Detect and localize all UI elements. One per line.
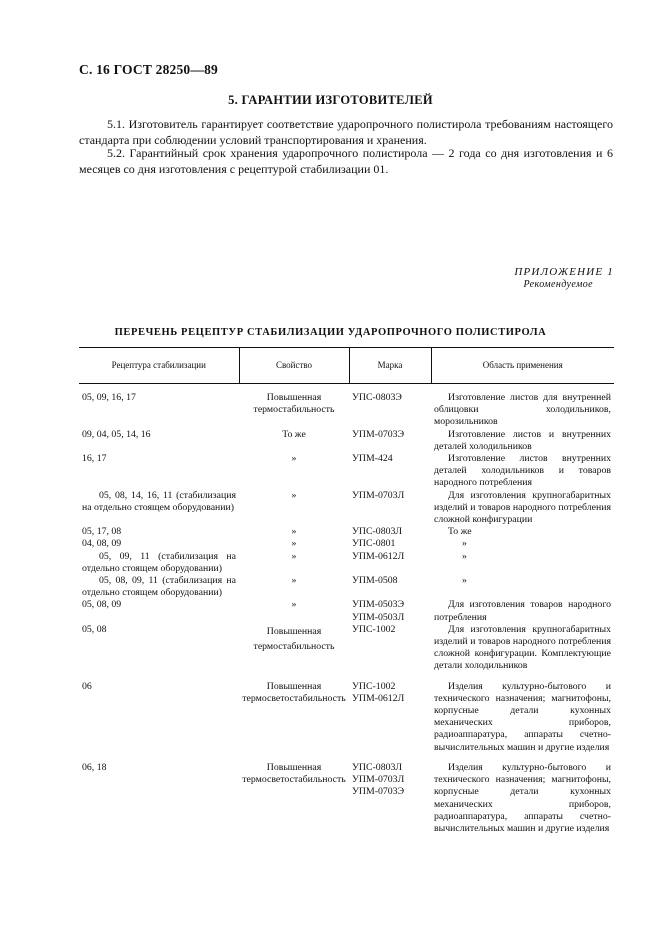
area-text: Изделия культурно-бытового и технического назначения; магнитофоны, корпусные детали кухонных механических приборов, радиоаппаратура, аппараты счетно-вычислительных машин и другие изделия	[434, 761, 611, 834]
grade-cell: УПС-1002	[352, 623, 396, 635]
area-text: Изделия культурно-бытового и технического назначения; магнитофоны, корпусные детали кухонных механических приборов, радиоаппаратура, аппараты счетно-вычислительных машин и другие изделия	[434, 680, 611, 753]
table-row	[79, 453, 614, 490]
area-text: Изготовление листов и внутренних деталей холодильников	[434, 428, 611, 452]
grade-cell: УПМ-0703Л	[352, 489, 405, 501]
grade-cell	[349, 754, 431, 835]
header-grade: Марка	[349, 348, 431, 384]
area-cell	[431, 754, 614, 835]
grade-cell: УПС-0801	[352, 538, 396, 550]
property-cell: То же	[282, 428, 306, 440]
recipe-cell: 09, 04, 05, 14, 16	[82, 428, 151, 440]
property-cell: »	[291, 575, 297, 587]
recipe-cell: 06, 18	[82, 761, 107, 773]
recipe-cell: 04, 08, 09	[82, 538, 122, 550]
grade-cell: УПС-0803Э	[352, 392, 402, 403]
grade-cell	[349, 673, 431, 754]
grade-cell: УПМ-0612Л	[352, 550, 405, 562]
table-row	[79, 384, 614, 429]
section-title: 5. ГАРАНТИИ ИЗГОТОВИТЕЛЕЙ	[228, 93, 433, 107]
area-cell	[431, 599, 614, 623]
recipe-cell: 05, 09, 11 (стабилизация на отдельно стоящем оборудовании)	[82, 550, 236, 574]
table-row	[79, 526, 614, 538]
property-cell: »	[291, 526, 297, 538]
table-row	[79, 754, 614, 835]
table-row	[79, 575, 614, 599]
header-area: Область применения	[431, 348, 614, 384]
area-cell	[431, 429, 614, 453]
property-cell: Повышенная термосветостабильность	[242, 761, 346, 786]
area-cell	[431, 575, 614, 599]
recipe-cell: 05, 08, 14, 16, 11 (стабилизация на отдельно стоящем оборудовании)	[82, 489, 236, 513]
area-cell	[431, 384, 614, 429]
header-property: Свойство	[239, 348, 349, 384]
table-row	[79, 624, 614, 673]
area-text: Изготовление листов для внутренней облицовки холодильников, морозильников	[434, 392, 611, 428]
recipe-cell: 05, 17, 08	[82, 526, 122, 538]
area-cell	[431, 624, 614, 673]
recipe-cell: 05, 08, 09, 11 (стабилизация на отдельно стоящем оборудовании)	[82, 575, 236, 599]
appendix-label: ПРИЛОЖЕНИЕ 1	[514, 266, 614, 278]
property-cell: »	[291, 538, 297, 550]
area-cell	[431, 526, 614, 538]
property-cell: Повышенная термосветостабильность	[242, 680, 346, 704]
recipe-cell: 16, 17	[82, 453, 107, 465]
recipe-cell: 06	[82, 680, 92, 692]
header-recipe: Рецептура стабилизации	[79, 348, 239, 384]
grade-line: УПМ-0503Л	[352, 611, 405, 623]
grade-cell: УПМ-424	[352, 453, 393, 465]
grade-line: УПМ-0612Л	[352, 692, 405, 704]
property-cell: »	[291, 550, 297, 562]
property-cell: »	[291, 599, 297, 611]
area-cell	[431, 538, 614, 550]
grade-cell: УПМ-0703Э	[352, 428, 405, 440]
recipe-cell: 05, 08	[82, 623, 107, 635]
table-row	[79, 673, 614, 754]
area-cell	[431, 551, 614, 575]
area-text: »	[462, 550, 467, 562]
grade-line: УПС-0803Л	[352, 761, 403, 773]
area-text: Изготовление листов внутренних деталей холодильников и товаров народного потребления	[434, 453, 611, 489]
area-text: »	[462, 575, 467, 587]
area-text: »	[462, 538, 467, 550]
property-cell: »	[291, 453, 297, 465]
recipes-table	[79, 347, 614, 835]
area-text: Для изготовления крупногабаритных изделий и товаров народного потребления сложной конфигурации. Комплектующие детали холодильников	[434, 623, 611, 672]
table-row	[79, 538, 614, 550]
area-text: Для изготовления крупногабаритных изделий и товаров народного потребления сложной конфигурации	[434, 489, 611, 526]
property-cell: »	[291, 489, 297, 501]
area-cell	[431, 490, 614, 527]
table-title: ПЕРЕЧЕНЬ РЕЦЕПТУР СТАБИЛИЗАЦИИ УДАРОПРОЧНОГО ПОЛИСТИРОЛА	[114, 327, 547, 338]
page-header: С. 16 ГОСТ 28250—89	[79, 62, 218, 77]
table-row	[79, 429, 614, 453]
area-text: То же	[448, 526, 472, 538]
table-row	[79, 490, 614, 527]
area-cell	[431, 673, 614, 754]
area-text: Для изготовления товаров народного потребления	[434, 599, 611, 623]
paragraph-5-1: 5.1. Изготовитель гарантирует соответствие ударопрочного полистирола требованиям настоящего стандарта при соблюдении условий транспортирования и хранения.	[79, 117, 613, 147]
paragraph-5-2: 5.2. Гарантийный срок хранения ударопрочного полистирола — 2 года со дня изготовления и 6 месяцев со дня изготовления с рецептурой стабилизации 01.	[79, 146, 613, 176]
grade-line: УПС-1002	[352, 680, 396, 692]
table-row	[79, 551, 614, 575]
grade-cell	[349, 599, 431, 623]
appendix-note: Рекомендуемое	[523, 279, 593, 290]
grade-cell: УПС-0803Л	[352, 526, 403, 538]
recipe-cell: 05, 09, 16, 17	[82, 392, 136, 403]
table-header-row	[79, 348, 614, 384]
recipe-cell: 05, 08, 09	[82, 599, 122, 611]
grade-line: УПМ-0503Э	[352, 599, 405, 611]
grade-cell: УПМ-0508	[352, 575, 398, 587]
property-cell: Повышенная термостабильность	[253, 625, 335, 652]
grade-line: УПМ-0703Э	[352, 786, 405, 798]
property-cell: Повышенная термостабильность	[253, 392, 335, 416]
table-row	[79, 599, 614, 623]
grade-line: УПМ-0703Л	[352, 774, 405, 786]
area-cell	[431, 453, 614, 490]
